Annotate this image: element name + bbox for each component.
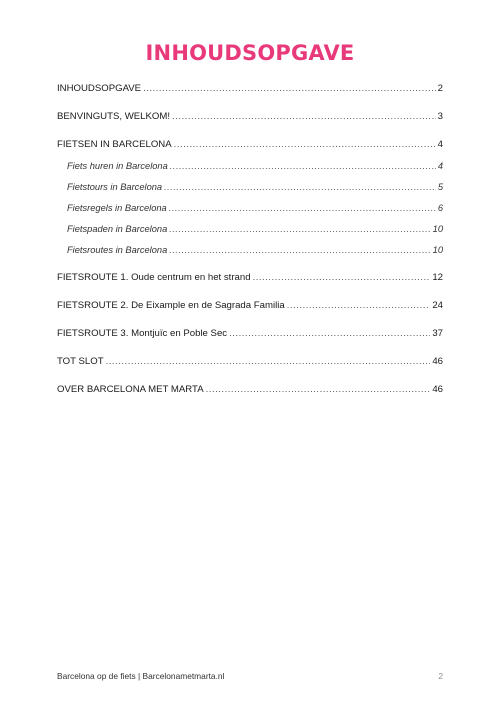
toc-page-number: 37 bbox=[432, 328, 443, 339]
toc-entry-label: BENVINGUTS, WELKOM! bbox=[57, 111, 171, 122]
toc-leader-dots bbox=[253, 271, 431, 285]
toc-entry-label: INHOUDSOPGAVE bbox=[57, 83, 142, 94]
toc-leader-dots bbox=[229, 327, 430, 341]
toc-page-number: 10 bbox=[432, 245, 443, 255]
toc-page-number: 5 bbox=[437, 182, 443, 192]
toc-page-number: 4 bbox=[437, 139, 443, 150]
toc-page-number: 2 bbox=[437, 83, 443, 94]
toc-page-number: 24 bbox=[432, 300, 443, 311]
toc-page-number: 46 bbox=[432, 384, 443, 395]
toc-leader-dots bbox=[206, 383, 431, 397]
toc-entry-fietsen-in-barcelona[interactable] bbox=[57, 138, 443, 159]
toc-entry-label: Fietstours in Barcelona bbox=[67, 182, 163, 192]
toc-leader-dots bbox=[169, 243, 430, 257]
toc-entry-tot-slot[interactable] bbox=[57, 355, 443, 376]
toc-page-number: 4 bbox=[437, 161, 443, 171]
toc-entry-label: Fietsregels in Barcelona bbox=[67, 203, 167, 213]
toc-entry-label: OVER BARCELONA MET MARTA bbox=[57, 384, 204, 395]
toc-entry-label: Fietspaden in Barcelona bbox=[67, 224, 168, 234]
page-footer bbox=[57, 671, 443, 681]
table-of-contents bbox=[57, 82, 443, 404]
toc-entry-over-barcelona-met-marta[interactable] bbox=[57, 383, 443, 404]
toc-entry-fietsroute-3[interactable] bbox=[57, 327, 443, 348]
toc-leader-dots bbox=[287, 299, 431, 313]
toc-entry-fietstours[interactable] bbox=[57, 180, 443, 201]
toc-leader-dots bbox=[174, 138, 436, 152]
toc-leader-dots bbox=[169, 201, 436, 215]
toc-page-number: 10 bbox=[432, 224, 443, 234]
toc-leader-dots bbox=[106, 355, 431, 369]
toc-leader-dots bbox=[170, 159, 436, 173]
toc-entry-label: Fiets huren in Barcelona bbox=[67, 161, 168, 171]
footer-text: Barcelona op de fiets | Barcelonametmarta.nl bbox=[57, 671, 225, 681]
toc-entry-label: FIETSROUTE 3. Montjuïc en Poble Sec bbox=[57, 328, 228, 339]
toc-entry-fietsroutes[interactable] bbox=[57, 243, 443, 264]
toc-page-number: 46 bbox=[432, 356, 443, 367]
toc-leader-dots bbox=[143, 82, 436, 96]
toc-entry-fietspaden[interactable] bbox=[57, 222, 443, 243]
toc-entry-label: FIETSROUTE 2. De Eixample en de Sagrada Familia bbox=[57, 300, 285, 311]
toc-entry-fietsroute-1[interactable] bbox=[57, 271, 443, 292]
toc-entry-inhoudsopgave[interactable] bbox=[57, 82, 443, 103]
toc-entry-benvinguts[interactable] bbox=[57, 110, 443, 131]
toc-entry-label: Fietsroutes in Barcelona bbox=[67, 245, 168, 255]
toc-entry-label: FIETSEN IN BARCELONA bbox=[57, 139, 172, 150]
toc-page-number: 6 bbox=[437, 203, 443, 213]
toc-entry-fiets-huren[interactable] bbox=[57, 159, 443, 180]
toc-entry-fietsroute-2[interactable] bbox=[57, 299, 443, 320]
toc-entry-fietsregels[interactable] bbox=[57, 201, 443, 222]
toc-entry-label: FIETSROUTE 1. Oude centrum en het strand bbox=[57, 272, 251, 283]
toc-entry-label: TOT SLOT bbox=[57, 356, 104, 367]
toc-page-number: 3 bbox=[437, 111, 443, 122]
page-title: INHOUDSOPGAVE bbox=[145, 41, 355, 65]
toc-leader-dots bbox=[172, 110, 436, 124]
footer-page-number: 2 bbox=[438, 671, 443, 681]
toc-leader-dots bbox=[169, 222, 430, 236]
toc-page-number: 12 bbox=[432, 272, 443, 283]
toc-leader-dots bbox=[164, 180, 436, 194]
